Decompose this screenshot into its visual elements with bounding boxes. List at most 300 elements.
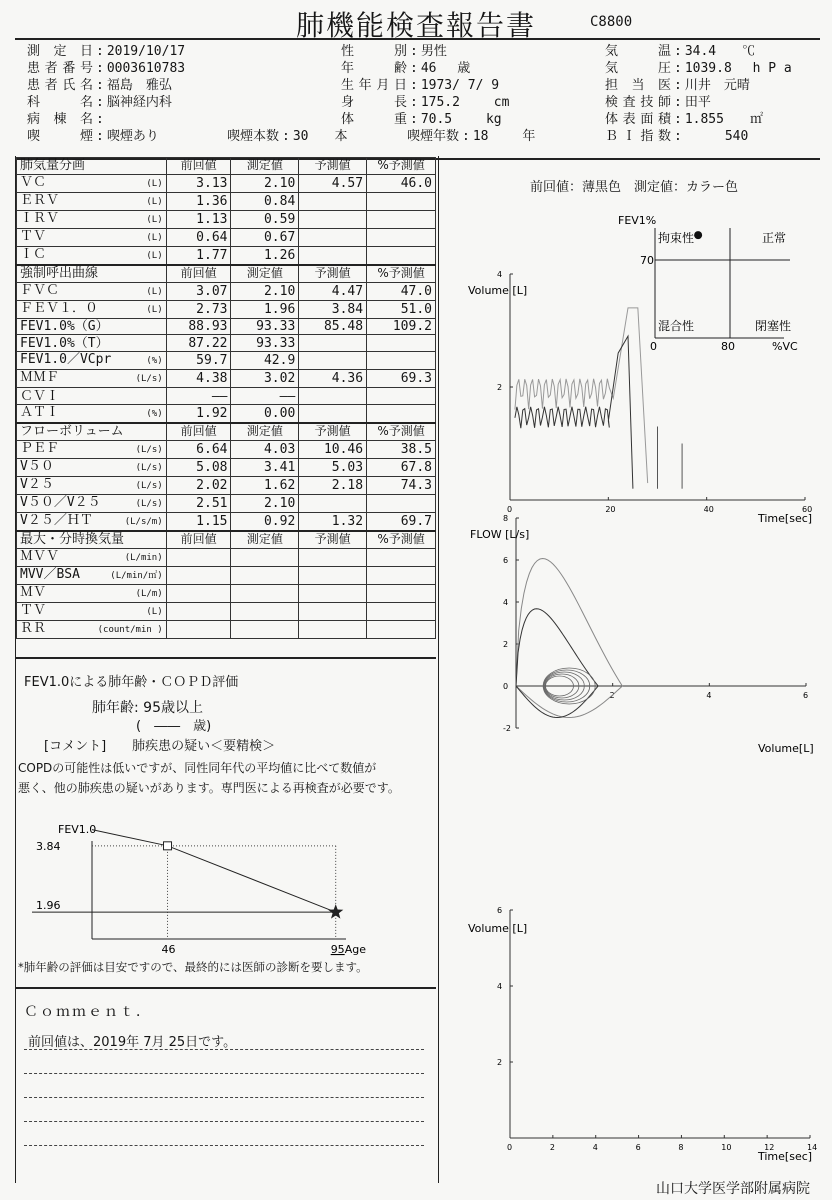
param-name: ＶＣ: [20, 174, 47, 190]
cell-meas: [231, 584, 299, 602]
ward-field: 病棟名 :: [27, 112, 104, 127]
param-unit: (L/s): [135, 444, 163, 455]
quadrant-label: 混合性: [658, 319, 695, 333]
vt2-chart-x-tick-label: 8: [678, 1143, 684, 1152]
cell-prev: 3.13: [166, 174, 231, 192]
quadrant-x-tick: 80: [721, 340, 735, 353]
height-field: 身長 : 175.2 cm: [341, 95, 510, 110]
bi-field: ＢＩ指数 : 540: [605, 129, 749, 144]
cell-meas: 2.10: [231, 282, 299, 300]
param-name: ＩＲＶ: [20, 210, 60, 226]
table-row: [17, 404, 436, 423]
cell-prev: [166, 620, 231, 638]
param-name: ＴＶ: [20, 602, 47, 618]
param-unit: (L/s): [135, 480, 163, 491]
cell-meas: 1.26: [231, 246, 299, 265]
cell-pct: 51.0: [367, 300, 436, 318]
cig-years-field: 喫煙年数 : 18 年: [407, 129, 536, 144]
column-header: 予測値: [299, 531, 367, 548]
measured-fv-loop: [516, 609, 598, 718]
name-field: 患者氏名 : 福島 雅弘: [27, 78, 172, 93]
param-unit: (L): [146, 196, 163, 207]
fv-chart-y-tick-label: -2: [503, 724, 511, 733]
dob-field: 生年月日 : 1973/ 7/ 9: [341, 78, 500, 93]
param-name: ＰＥＦ: [20, 440, 60, 456]
param-name: FEV1.0%（T）: [20, 335, 109, 351]
lung-age: 肺年齢: 95歳以上: [92, 700, 203, 716]
cell-pct: [367, 548, 436, 566]
row-label: [17, 246, 167, 265]
cell-pred: [299, 246, 367, 265]
fv-chart-x-tick-label: 2: [609, 691, 615, 700]
cell-pred: [299, 335, 367, 352]
param-name: MVV／BSA: [20, 566, 80, 582]
column-header: 前回値: [166, 158, 231, 175]
cell-meas: 0.00: [231, 404, 299, 423]
cell-meas: 42.9: [231, 352, 299, 370]
copd-note: *肺年齢の評価は目安ですので、最終的には医師の診断を要します。: [18, 960, 368, 974]
cell-pct: 67.8: [367, 458, 436, 476]
column-header: 予測値: [299, 423, 367, 440]
param-unit: (L/s): [135, 462, 163, 473]
pressure-field: 気圧 : 1039.8 h P a: [605, 61, 792, 76]
row-label: [17, 494, 167, 512]
x-axis-label: Age: [344, 943, 366, 956]
vt-chart-x-tick-label: 60: [802, 505, 813, 514]
cell-pred: [299, 404, 367, 423]
vt2-chart-y-tick-label: 6: [497, 906, 503, 915]
chart-legend: 前回値：薄黒色 測定値：カラー色: [530, 180, 739, 195]
row-label: [17, 620, 167, 638]
y-axis-label: FEV1.0: [58, 823, 97, 836]
cell-pred: [299, 620, 367, 638]
cell-pct: [367, 404, 436, 423]
row-label: [17, 566, 167, 584]
vt-chart-x-tick-label: 20: [605, 505, 616, 514]
comment-line: [24, 1073, 424, 1074]
section-title: 強制呼出曲線: [17, 265, 167, 282]
param-unit: (L): [146, 250, 163, 261]
table-row: [17, 548, 436, 566]
param-name: V̇２５／ＨＴ: [20, 512, 93, 528]
cell-pred: 4.47: [299, 282, 367, 300]
row-label: [17, 282, 167, 300]
cell-pct: [367, 192, 436, 210]
param-name: ＲＲ: [20, 620, 47, 636]
row-label: [17, 404, 167, 423]
param-unit: (L/s): [135, 498, 163, 509]
cell-pred: 3.84: [299, 300, 367, 318]
temp-field: 気温 : 34.4 ℃: [605, 44, 756, 59]
cell-meas: 4.03: [231, 440, 299, 458]
quadrant-x-tick: 0: [650, 340, 657, 353]
doctor-field: 担当医 : 川井 元晴: [605, 78, 750, 93]
cell-pct: [367, 228, 436, 246]
fv-chart-y-tick-label: 6: [503, 556, 509, 565]
age-field: 年齢 : 46 歳: [341, 61, 471, 76]
cell-pct: 69.3: [367, 370, 436, 388]
copd-text-2: 悪く、他の肺疾患の疑いがあります。専門医による再検査が必要です。: [18, 781, 400, 795]
fv-y-label: FLOW [L/s]: [470, 528, 530, 541]
cell-pred: [299, 192, 367, 210]
results-table: [16, 157, 436, 639]
cig-count-field: 喫煙本数 : 30 本: [227, 129, 348, 144]
right-charts: [440, 200, 832, 1180]
comment-line: [24, 1121, 424, 1122]
date-field: 測定日 : 2019/10/17: [27, 44, 186, 59]
cell-prev: 1.36: [166, 192, 231, 210]
cell-pred: [299, 566, 367, 584]
param-unit: (L/s): [135, 374, 163, 385]
vt2-x-label: Time[sec]: [758, 1150, 813, 1163]
comment-text: 前回値は、2019年 7月 25日です。: [28, 1035, 237, 1050]
table-section-header: [17, 531, 436, 548]
vt2-chart-x-tick-label: 0: [507, 1143, 513, 1152]
cell-meas: 93.33: [231, 318, 299, 335]
vt2-chart-x-tick-label: 6: [635, 1143, 641, 1152]
table-row: [17, 318, 436, 335]
vt-y-label: Volume [L]: [468, 284, 528, 297]
cell-meas: 93.33: [231, 335, 299, 352]
id-field: 患者番号 : 0003610783: [27, 61, 186, 76]
cell-meas: 2.10: [231, 174, 299, 192]
param-name: ＩＣ: [20, 246, 47, 262]
copd-section: [16, 657, 436, 989]
cell-prev: 4.38: [166, 370, 231, 388]
cell-meas: 0.92: [231, 512, 299, 531]
table-row: [17, 440, 436, 458]
vt2-chart-x-tick-label: 4: [592, 1143, 598, 1152]
cell-prev: 59.7: [166, 352, 231, 370]
comment-label: Ｃｏｍｍｅｎｔ．: [24, 1004, 152, 1020]
param-unit: (L/s/m): [124, 516, 163, 527]
vt2-y-label: Volume [L]: [468, 922, 528, 935]
table-row: [17, 566, 436, 584]
column-header: 測定値: [231, 423, 299, 440]
quadrant-label: 正常: [762, 231, 787, 245]
param-unit: (L): [146, 178, 163, 189]
row-label: [17, 388, 167, 405]
cell-meas: ――: [231, 388, 299, 405]
cell-pred: 2.18: [299, 476, 367, 494]
table-row: [17, 228, 436, 246]
vt2-chart-x-tick-label: 2: [549, 1143, 555, 1152]
cell-meas: 0.84: [231, 192, 299, 210]
row-label: [17, 370, 167, 388]
hospital-name: 山口大学医学部附属病院: [656, 1181, 810, 1197]
param-name: V̇５０: [20, 458, 54, 474]
row-label: [17, 335, 167, 352]
comment-line: [24, 1049, 424, 1050]
cell-meas: 3.41: [231, 458, 299, 476]
row-label: [17, 512, 167, 531]
cell-pred: [299, 228, 367, 246]
cell-pct: [367, 246, 436, 265]
row-label: [17, 352, 167, 370]
table-row: [17, 282, 436, 300]
cell-pct: 74.3: [367, 476, 436, 494]
report-code: C8800: [590, 14, 633, 30]
y-tick-label: 1.96: [36, 899, 61, 913]
cell-prev: [166, 566, 231, 584]
row-label: [17, 228, 167, 246]
row-label: [17, 440, 167, 458]
quadrant-x-label: %VC: [772, 340, 798, 353]
measured-star-marker: [328, 904, 343, 918]
comment-line: [24, 1097, 424, 1098]
quadrant-title: FEV1%: [618, 214, 657, 227]
fv-chart-y-tick-label: 2: [503, 640, 509, 649]
quadrant-y-tick: 70: [640, 254, 654, 267]
vt2-chart-x-tick-label: 14: [807, 1143, 818, 1152]
row-label: [17, 458, 167, 476]
param-unit: (L/min): [124, 552, 163, 563]
cell-pct: [367, 620, 436, 638]
param-unit: (L): [146, 214, 163, 225]
cell-prev: 1.77: [166, 246, 231, 265]
param-unit: (L): [146, 232, 163, 243]
lung-age-sub: ( ―― 歳): [136, 719, 212, 734]
previous-trace: [515, 308, 648, 483]
table-row: [17, 210, 436, 228]
table-row: [17, 602, 436, 620]
cell-prev: 87.22: [166, 335, 231, 352]
cell-pct: 38.5: [367, 440, 436, 458]
param-name: V̇５０／V̇２５: [20, 494, 101, 510]
cell-pct: [367, 494, 436, 512]
row-label: [17, 548, 167, 566]
section-title: 最大・分時換気量: [17, 531, 167, 548]
param-unit: (count/min ): [97, 624, 163, 635]
param-unit: (%): [146, 356, 163, 367]
param-unit: (L): [146, 606, 163, 617]
cell-meas: 3.02: [231, 370, 299, 388]
fv-chart-y-tick-label: 4: [503, 598, 509, 607]
predicted-line: [92, 830, 336, 913]
param-name: ＡＴＩ: [20, 404, 60, 420]
row-label: [17, 192, 167, 210]
vt-chart-x-tick-label: 0: [507, 505, 513, 514]
cell-pred: 5.03: [299, 458, 367, 476]
fv-chart-x-tick-label: 4: [706, 691, 712, 700]
column-header: %予測値: [367, 265, 436, 282]
patient-header: [15, 38, 820, 160]
column-header: 測定値: [231, 531, 299, 548]
row-label: [17, 174, 167, 192]
cell-prev: 1.13: [166, 210, 231, 228]
copd-comment: [コメント] 肺疾患の疑い＜要精検＞: [44, 739, 276, 754]
table-row: [17, 352, 436, 370]
param-name: ＥＲＶ: [20, 192, 60, 208]
comment-section: [16, 987, 436, 1185]
column-header: 前回値: [166, 531, 231, 548]
row-label: [17, 300, 167, 318]
cell-pct: [367, 210, 436, 228]
fv-chart-y-tick-label: 8: [503, 514, 509, 523]
lung-age-chart: [16, 809, 436, 959]
cell-meas: [231, 620, 299, 638]
cell-pred: 10.46: [299, 440, 367, 458]
column-header: 前回値: [166, 265, 231, 282]
table-row: [17, 246, 436, 265]
fv-x-label: Volume[L]: [758, 742, 814, 755]
cell-pct: 109.2: [367, 318, 436, 335]
param-name: FEV1.0／VCpr: [20, 352, 112, 368]
smoke-field: 喫煙 : 喫煙あり: [27, 129, 159, 144]
cell-pred: [299, 210, 367, 228]
cell-pred: 85.48: [299, 318, 367, 335]
table-section-header: [17, 423, 436, 440]
cell-prev: 1.92: [166, 404, 231, 423]
cell-prev: 5.08: [166, 458, 231, 476]
cell-pred: [299, 388, 367, 405]
comment-line: [24, 1145, 424, 1146]
vt2-chart-x-tick-label: 10: [721, 1143, 732, 1152]
table-row: [17, 300, 436, 318]
x-tick-label: 95: [330, 943, 345, 956]
row-label: [17, 476, 167, 494]
cell-prev: 2.73: [166, 300, 231, 318]
cell-prev: 2.02: [166, 476, 231, 494]
cell-pred: 4.57: [299, 174, 367, 192]
vt2-chart-x-tick-label: 12: [764, 1143, 775, 1152]
param-name: ＣＶＩ: [20, 388, 60, 404]
table-row: [17, 192, 436, 210]
cell-meas: [231, 548, 299, 566]
cell-pct: 69.7: [367, 512, 436, 531]
tech-field: 検査技師 : 田平: [605, 95, 711, 110]
table-row: [17, 584, 436, 602]
weight-field: 体重 : 70.5 kg: [341, 112, 502, 127]
table-row: [17, 458, 436, 476]
dept-field: 科名 : 脳神経内科: [27, 95, 172, 110]
table-row: [17, 476, 436, 494]
cell-meas: 0.59: [231, 210, 299, 228]
column-header: 予測値: [299, 158, 367, 175]
cell-pct: [367, 388, 436, 405]
cell-prev: 0.64: [166, 228, 231, 246]
section-title: 肺気量分画: [17, 158, 167, 175]
copd-title: FEV1.0による肺年齢・ＣＯＰＤ評価: [24, 675, 239, 690]
param-name: ＭＶＶ: [20, 548, 60, 564]
cell-prev: 2.51: [166, 494, 231, 512]
measured-trace: [515, 336, 633, 489]
param-name: ＦＶＣ: [20, 282, 60, 298]
cell-prev: 1.15: [166, 512, 231, 531]
vt-chart-x-tick-label: 40: [703, 505, 714, 514]
param-unit: (L): [146, 304, 163, 315]
cell-pred: 4.36: [299, 370, 367, 388]
column-header: %予測値: [367, 423, 436, 440]
cell-pct: [367, 602, 436, 620]
cell-pct: [367, 566, 436, 584]
cell-meas: 0.67: [231, 228, 299, 246]
table-row: [17, 370, 436, 388]
vt2-chart-y-tick-label: 2: [497, 1058, 503, 1067]
param-unit: (L/m): [135, 588, 163, 599]
column-header: 測定値: [231, 158, 299, 175]
column-header: %予測値: [367, 158, 436, 175]
patient-point-marker: [694, 231, 702, 239]
vt-chart-y-tick-label: 2: [497, 383, 503, 392]
table-section-header: [17, 265, 436, 282]
copd-text-1: COPDの可能性は低いですが、同性同年代の平均値に比べて数値が: [18, 761, 377, 775]
quadrant-label: 閉塞性: [755, 319, 792, 333]
column-header: 測定値: [231, 265, 299, 282]
cell-prev: [166, 602, 231, 620]
column-header: 予測値: [299, 265, 367, 282]
sex-field: 性別 : 男性: [341, 44, 447, 59]
cell-pred: [299, 352, 367, 370]
cell-pct: [367, 352, 436, 370]
cell-pred: 1.32: [299, 512, 367, 531]
vt-chart-y-tick-label: 4: [497, 270, 503, 279]
cell-prev: [166, 548, 231, 566]
table-row: [17, 512, 436, 531]
cell-prev: ――: [166, 388, 231, 405]
quadrant-label: 拘束性: [658, 231, 695, 245]
row-label: [17, 318, 167, 335]
cell-meas: [231, 566, 299, 584]
row-label: [17, 584, 167, 602]
vt-x-label: Time[sec]: [758, 512, 813, 525]
row-label: [17, 602, 167, 620]
cell-pred: [299, 602, 367, 620]
y-tick-label: 3.84: [36, 839, 61, 853]
table-row: [17, 174, 436, 192]
predicted-marker: [164, 842, 172, 850]
fv-chart-x-tick-label: 6: [803, 691, 809, 700]
x-tick-label: 46: [161, 943, 176, 956]
param-unit: (L/min/㎡): [110, 570, 163, 581]
cell-prev: [166, 584, 231, 602]
param-name: FEV1.0%（G）: [20, 318, 109, 334]
param-name: ＭＶ: [20, 584, 47, 600]
cell-meas: [231, 602, 299, 620]
column-header: 前回値: [166, 423, 231, 440]
cell-pct: 46.0: [367, 174, 436, 192]
bsa-field: 体表面積 : 1.855 ㎡: [605, 112, 763, 127]
cell-pred: [299, 584, 367, 602]
cell-pred: [299, 548, 367, 566]
param-name: ＦＥＶ１．０: [20, 300, 99, 316]
section-title: フローボリューム: [17, 423, 167, 440]
cell-prev: 6.64: [166, 440, 231, 458]
cell-pct: [367, 584, 436, 602]
table-section-header: [17, 158, 436, 175]
cell-prev: 88.93: [166, 318, 231, 335]
vt2-chart-y-tick-label: 4: [497, 982, 503, 991]
table-row: [17, 388, 436, 405]
param-name: V̇２５: [20, 476, 54, 492]
cell-pred: [299, 494, 367, 512]
cell-pct: [367, 335, 436, 352]
table-row: [17, 494, 436, 512]
row-label: [17, 210, 167, 228]
column-header: %予測値: [367, 531, 436, 548]
param-unit: (L): [146, 286, 163, 297]
report-title: 肺機能検査報告書: [295, 9, 536, 42]
table-row: [17, 335, 436, 352]
cell-pct: 47.0: [367, 282, 436, 300]
param-unit: (%): [146, 408, 163, 419]
param-name: ＴＶ: [20, 228, 47, 244]
cell-meas: 1.96: [231, 300, 299, 318]
table-row: [17, 620, 436, 638]
fv-chart-y-tick-label: 0: [503, 682, 509, 691]
param-name: ＭＭＦ: [20, 370, 60, 386]
cell-meas: 2.10: [231, 494, 299, 512]
